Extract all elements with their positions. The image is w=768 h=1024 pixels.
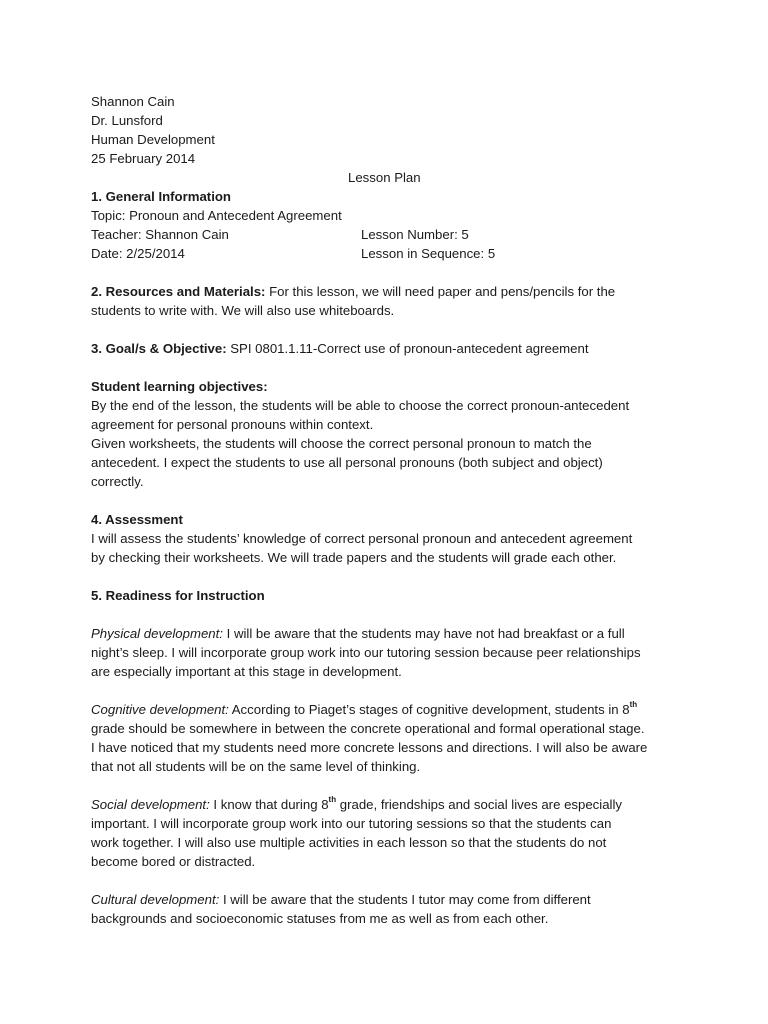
objective-line: Given worksheets, the students will choose the correct personal pronoun to match the	[91, 436, 592, 451]
lesson-number: Lesson Number: 5	[361, 227, 469, 242]
date-row	[91, 244, 708, 263]
cognitive-line: I have noticed that my students need more concrete lessons and directions. I will also be aware	[91, 740, 648, 755]
cultural-label: Cultural development:	[91, 892, 220, 907]
author-name: Shannon Cain	[91, 94, 175, 109]
section-4-heading: 4. Assessment	[91, 512, 183, 527]
section-2-line-1: 2. Resources and Materials: For this lesson, we will need paper and pens/pencils for the	[91, 284, 616, 299]
teacher-line: Teacher: Shannon Cain	[91, 227, 229, 242]
social-line: become bored or distracted.	[91, 854, 256, 869]
social-line: work together. I will also use multiple activities in each lesson so that the students do not	[91, 835, 607, 850]
section-5-heading: 5. Readiness for Instruction	[91, 588, 265, 603]
cognitive-line: grade should be somewhere in between the concrete operational and formal operational stage.	[91, 721, 645, 736]
physical-line-1: Physical development: I will be aware that the students may have not had breakfast or a full	[91, 626, 625, 641]
physical-label: Physical development:	[91, 626, 223, 641]
objective-line: correctly.	[91, 474, 144, 489]
instructor-name: Dr. Lunsford	[91, 113, 163, 128]
physical-line: night’s sleep. I will incorporate group work into our tutoring session because peer relationships	[91, 645, 641, 660]
document-title: Lesson Plan	[348, 170, 421, 185]
header-date: 25 February 2014	[91, 151, 196, 166]
cultural-line: backgrounds and socioeconomic statuses from me as well as from each other.	[91, 911, 549, 926]
objectives-heading: Student learning objectives:	[91, 379, 268, 394]
assessment-line: by checking their worksheets. We will trade papers and the students will grade each other.	[91, 550, 617, 565]
objective-line: antecedent. I expect the students to use all personal pronouns (both subject and object)	[91, 455, 603, 470]
section-3-heading: 3. Goal/s & Objective:	[91, 341, 227, 356]
cognitive-line: that not all students will be on the same level of thinking.	[91, 759, 421, 774]
cultural-line-1: Cultural development: I will be aware that the students I tutor may come from different	[91, 892, 591, 907]
objective-line: By the end of the lesson, the students will be able to choose the correct pronoun-antecedent	[91, 398, 630, 413]
social-label: Social development:	[91, 797, 210, 812]
social-line: important. I will incorporate group work into our tutoring sessions so that the students can	[91, 816, 612, 831]
lesson-sequence: Lesson in Sequence: 5	[361, 246, 496, 261]
teacher-row	[91, 225, 708, 244]
cognitive-line-1: Cognitive development: According to Piaget’s stages of cognitive development, students in 8th	[91, 699, 638, 717]
physical-line: are especially important at this stage in development.	[91, 664, 402, 679]
section-2-heading: 2. Resources and Materials:	[91, 284, 266, 299]
cognitive-label: Cognitive development:	[91, 702, 229, 717]
topic-line: Topic: Pronoun and Antecedent Agreement	[91, 208, 342, 223]
assessment-line: I will assess the students’ knowledge of correct personal pronoun and antecedent agreement	[91, 531, 633, 546]
course-name: Human Development	[91, 132, 215, 147]
section-3-line: 3. Goal/s & Objective: SPI 0801.1.11-Correct use of pronoun-antecedent agreement	[91, 341, 589, 356]
section-2-line-2: students to write with. We will also use whiteboards.	[91, 303, 395, 318]
section-1-heading: 1. General Information	[91, 189, 231, 204]
objective-line: agreement for personal pronouns within context.	[91, 417, 374, 432]
date-line: Date: 2/25/2014	[91, 246, 185, 261]
social-line-1: Social development: I know that during 8th grade, friendships and social lives are especially	[91, 794, 622, 812]
